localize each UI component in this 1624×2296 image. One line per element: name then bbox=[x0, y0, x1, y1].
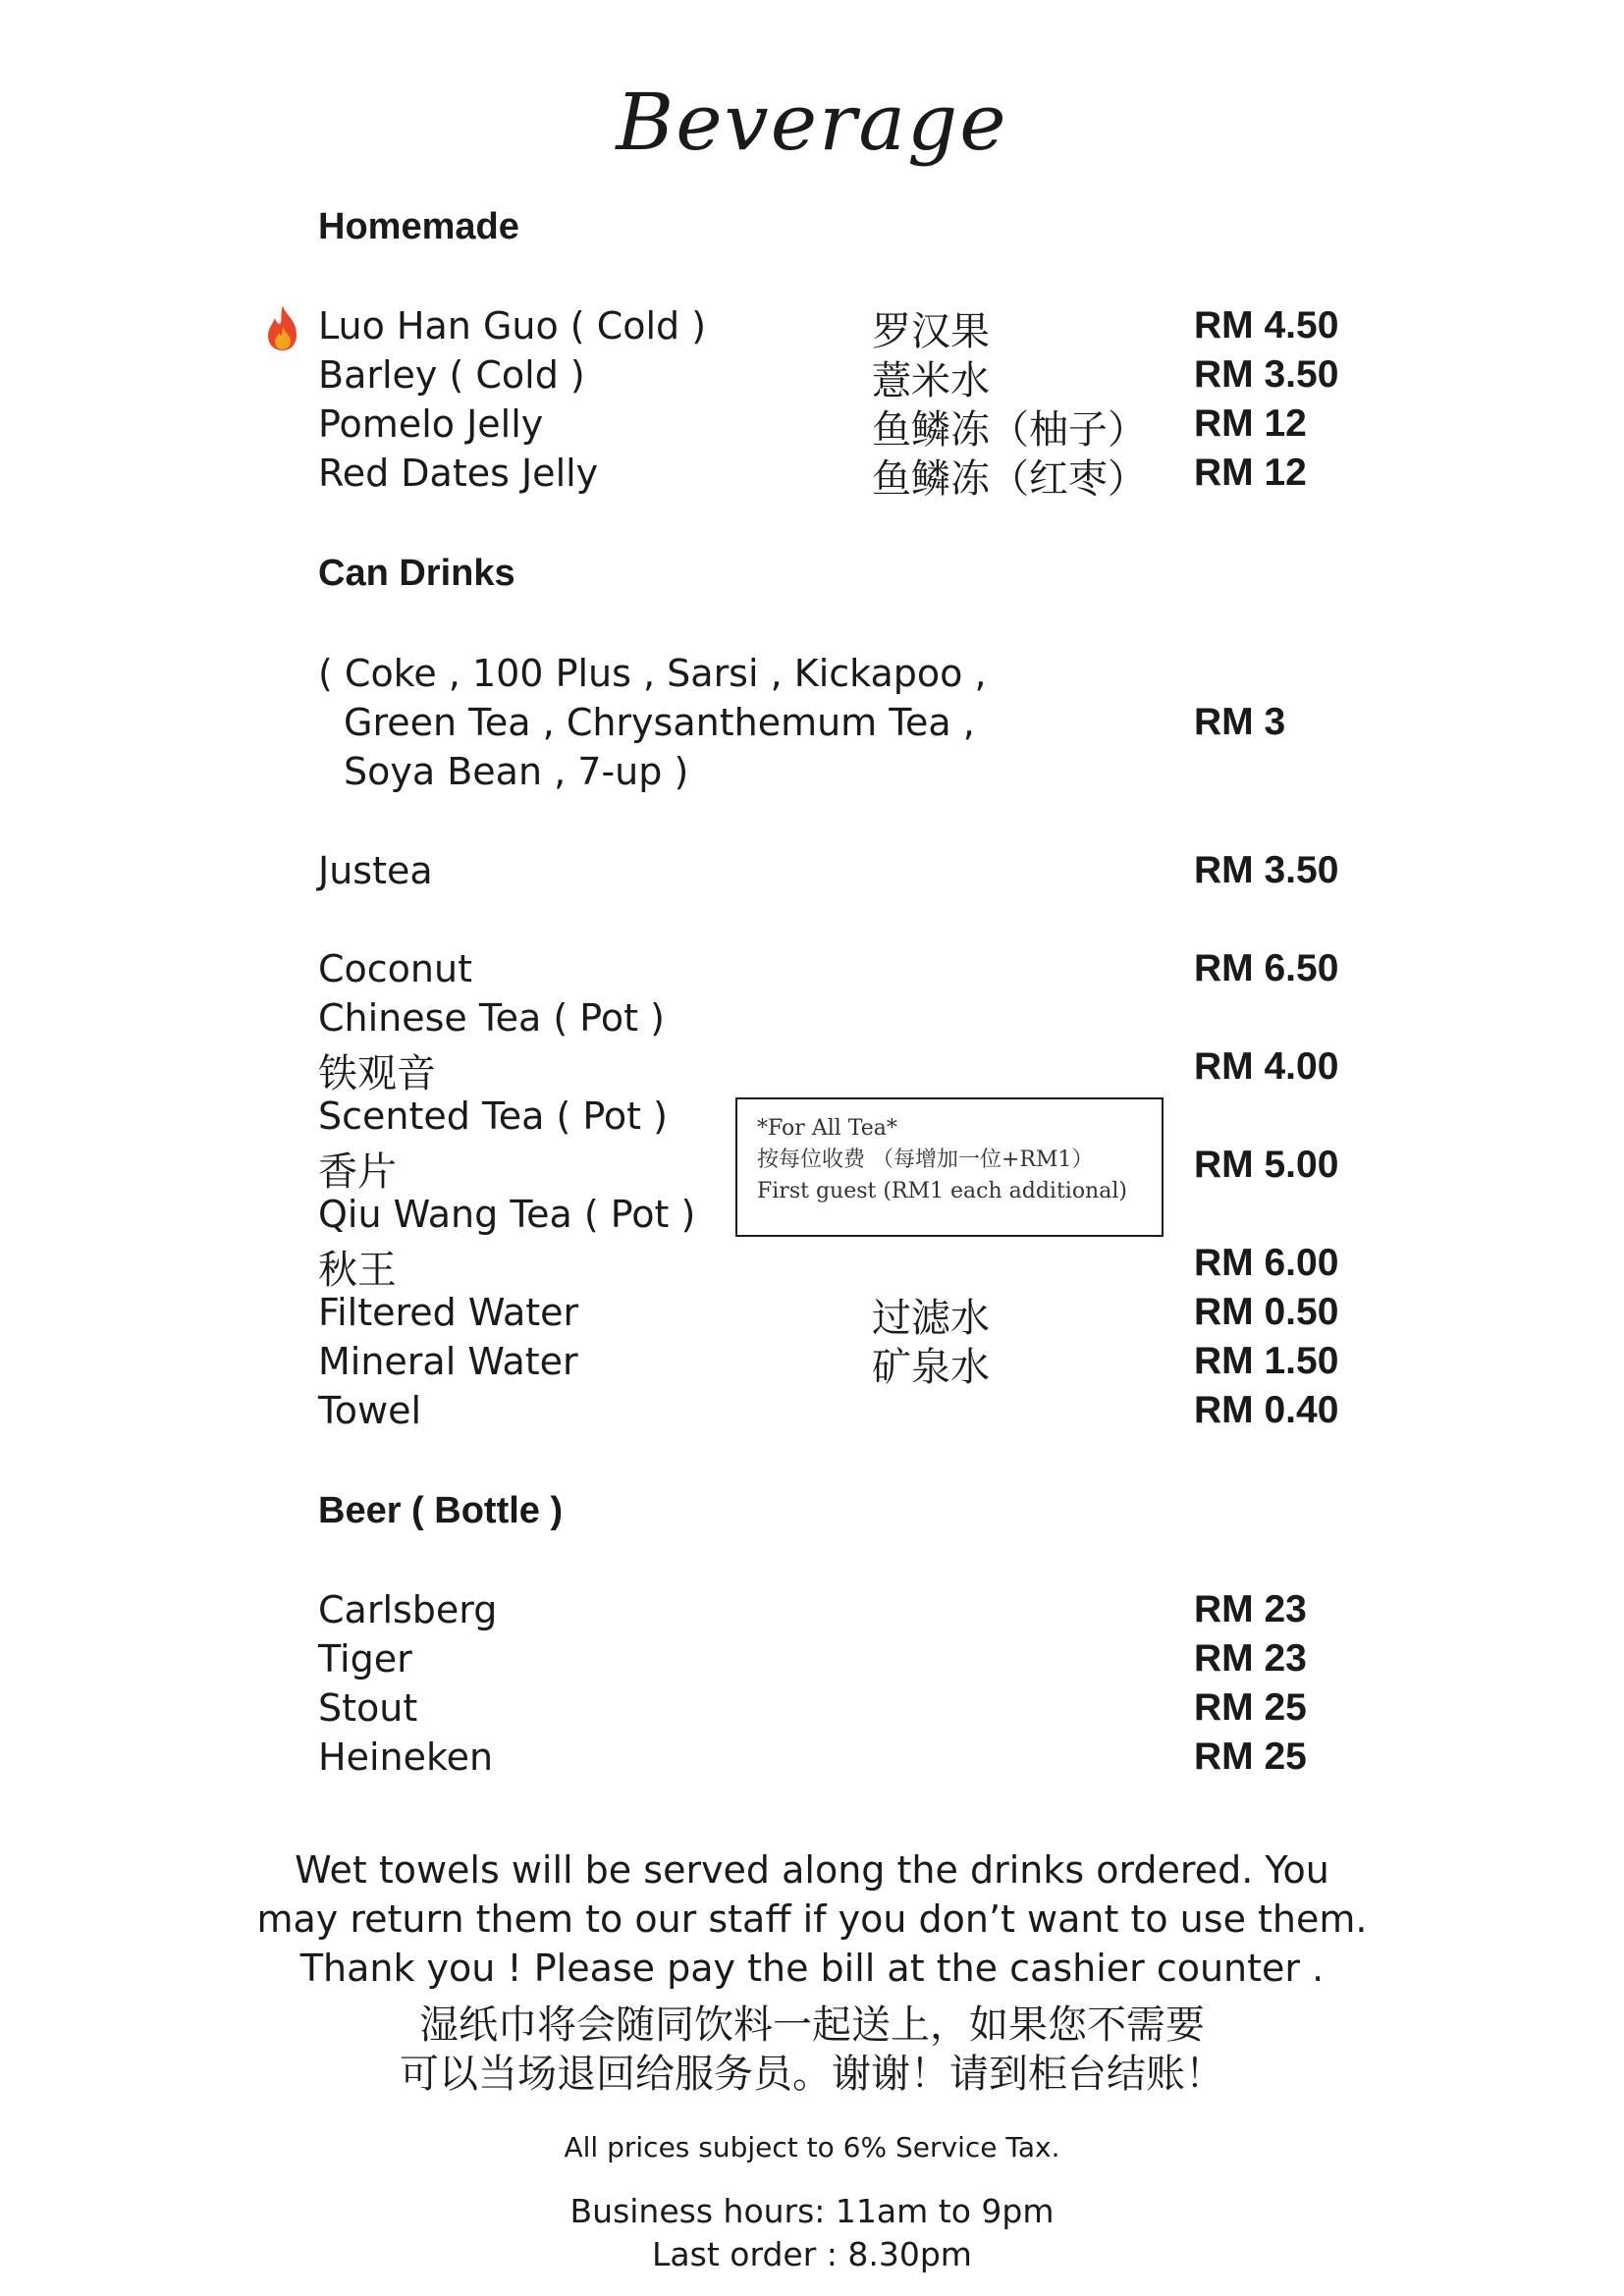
menu-item-chinese: 薏米水 bbox=[872, 358, 990, 403]
menu-item-price: RM 1.50 bbox=[1194, 1340, 1339, 1382]
section-heading-can-drinks: Can Drinks bbox=[318, 553, 515, 594]
menu-item-price: RM 12 bbox=[1194, 452, 1307, 494]
menu-item-price: RM 12 bbox=[1194, 402, 1307, 445]
menu-item-name: Mineral Water bbox=[318, 1340, 578, 1383]
menu-item-price: RM 23 bbox=[1194, 1588, 1307, 1630]
menu-item-name: Chinese Tea ( Pot ) bbox=[318, 996, 665, 1040]
service-tax-note: All prices subject to 6% Service Tax. bbox=[564, 2131, 1060, 2163]
menu-item-name: Heineken bbox=[318, 1735, 494, 1779]
menu-item-price: RM 4.00 bbox=[1194, 1045, 1339, 1088]
menu-item-name: Barley ( Cold ) bbox=[318, 353, 585, 397]
menu-item-price: RM 4.50 bbox=[1194, 304, 1339, 347]
footer-note-line: may return them to our staff if you don’t want to use them. bbox=[256, 1897, 1368, 1941]
menu-item-name: Filtered Water bbox=[318, 1291, 579, 1334]
fire-icon bbox=[261, 303, 304, 352]
can-drinks-line: Green Tea , Chrysanthemum Tea , bbox=[344, 701, 975, 744]
menu-item-price: RM 6.50 bbox=[1194, 947, 1339, 989]
menu-item-chinese: 香片 bbox=[318, 1149, 397, 1195]
menu-item-chinese: 鱼鳞冻（红枣） bbox=[872, 456, 1147, 502]
menu-item-name: Coconut bbox=[318, 947, 472, 990]
menu-item-price: RM 25 bbox=[1194, 1686, 1307, 1729]
can-drinks-price: RM 3 bbox=[1194, 701, 1286, 743]
menu-item-chinese: 秋王 bbox=[318, 1248, 397, 1293]
section-heading-beer: Beer ( Bottle ) bbox=[318, 1490, 564, 1531]
menu-item-name: Carlsberg bbox=[318, 1588, 498, 1631]
menu-item-name: Justea bbox=[318, 849, 433, 892]
menu-item-name: Scented Tea ( Pot ) bbox=[318, 1095, 668, 1138]
menu-item-name: Red Dates Jelly bbox=[318, 452, 599, 495]
tea-note-line: *For All Tea* bbox=[757, 1116, 897, 1141]
menu-item-price: RM 3.50 bbox=[1194, 353, 1339, 396]
menu-item-price: RM 3.50 bbox=[1194, 849, 1339, 891]
menu-item-name: Tiger bbox=[318, 1637, 412, 1681]
menu-item-chinese: 矿泉水 bbox=[872, 1345, 990, 1390]
can-drinks-line: ( Coke , 100 Plus , Sarsi , Kickapoo , bbox=[318, 652, 987, 695]
tea-note-line: 按每位收费 （每增加一位+RM1） bbox=[757, 1148, 1094, 1172]
footer-note-line: Thank you ! Please pay the bill at the cashier counter . bbox=[299, 1947, 1325, 1990]
menu-item-chinese: 铁观音 bbox=[318, 1051, 436, 1096]
menu-item-name: Towel bbox=[318, 1389, 422, 1432]
menu-item-price: RM 0.40 bbox=[1194, 1389, 1339, 1431]
tea-note-line: First guest (RM1 each additional) bbox=[757, 1179, 1127, 1203]
menu-item-chinese: 鱼鳞冻（柚子） bbox=[872, 407, 1147, 453]
menu-item-name: Pomelo Jelly bbox=[318, 402, 544, 446]
menu-item-name: Qiu Wang Tea ( Pot ) bbox=[318, 1193, 696, 1236]
menu-title: Beverage bbox=[616, 77, 1008, 168]
menu-item-name: Stout bbox=[318, 1686, 418, 1730]
menu-item-name: Luo Han Guo ( Cold ) bbox=[318, 304, 707, 347]
business-hours: Business hours: 11am to 9pm bbox=[569, 2192, 1055, 2230]
menu-item-price: RM 23 bbox=[1194, 1637, 1307, 1680]
tea-note-box bbox=[735, 1097, 1164, 1237]
menu-item-price: RM 5.00 bbox=[1194, 1144, 1339, 1186]
footer-note-chinese: 可以当场退回给服务员。谢谢！请到柜台结账！ bbox=[400, 2052, 1224, 2097]
menu-item-price: RM 25 bbox=[1194, 1735, 1307, 1778]
can-drinks-line: Soya Bean , 7-up ) bbox=[344, 750, 689, 793]
footer-note-chinese: 湿纸巾将会随同饮料一起送上，如果您不需要 bbox=[419, 2002, 1205, 2048]
menu-item-chinese: 罗汉果 bbox=[872, 309, 990, 354]
last-order: Last order : 8.30pm bbox=[652, 2235, 972, 2273]
menu-item-price: RM 0.50 bbox=[1194, 1291, 1339, 1333]
menu-item-chinese: 过滤水 bbox=[872, 1296, 990, 1341]
menu-item-price: RM 6.00 bbox=[1194, 1242, 1339, 1284]
section-heading-homemade: Homemade bbox=[318, 206, 519, 247]
footer-note-line: Wet towels will be served along the drinks ordered. You bbox=[295, 1848, 1329, 1892]
